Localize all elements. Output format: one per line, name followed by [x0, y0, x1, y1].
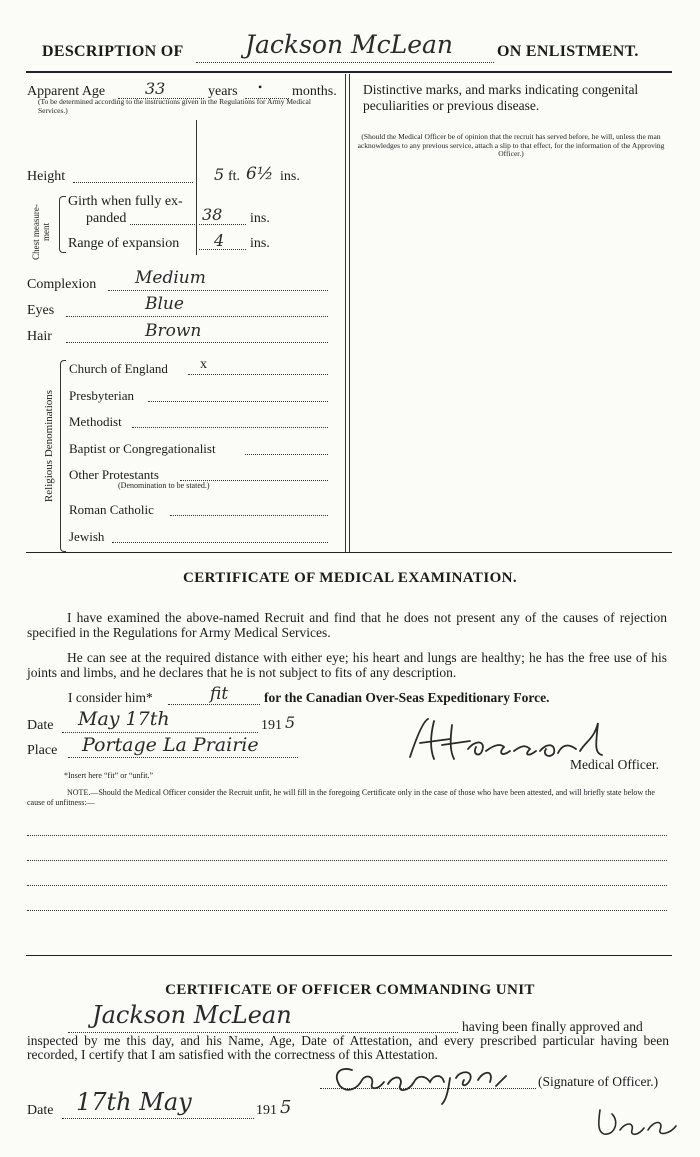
consider-suffix: for the Canadian Over-Seas Expeditionary Force.	[264, 690, 550, 705]
hair-value: Brown	[145, 321, 202, 341]
height-ins-label: ins.	[280, 169, 300, 184]
insert-note: *Insert here “fit” or “unfit.”	[64, 771, 154, 780]
unfit-line-4	[27, 910, 667, 911]
unfit-line-1	[27, 835, 667, 836]
medical-place-value: Portage La Prairie	[82, 734, 259, 756]
eyes-label: Eyes	[27, 303, 55, 318]
chest-label: Chest measure-ment	[31, 204, 51, 260]
unfit-line-2	[27, 860, 667, 861]
medical-year-value: 5	[285, 713, 296, 732]
apparent-age-label: Apparent Age	[27, 84, 106, 99]
medical-place-label: Place	[27, 743, 58, 758]
officer-recruit-name: Jackson McLean	[92, 1001, 292, 1029]
denomination-mark-church-of-england: x	[200, 357, 207, 372]
officer-text-1: having been finally approved and	[462, 1019, 643, 1034]
denomination-other-protestants: Other Protestants	[69, 467, 159, 482]
medical-date-line	[62, 732, 258, 733]
column-divider-inner	[349, 74, 350, 552]
range-value: 4	[214, 231, 225, 250]
officer-date-value: 17th May	[76, 1088, 192, 1116]
officer-text-2: inspected by me this day, and his Name, Age, Date of Attestation, and every prescribed particular having been recorded, I certify that I am satisfied with the correctness of this Attestation.	[27, 1033, 669, 1062]
height-label: Height	[27, 169, 66, 184]
girth-lead	[130, 224, 195, 225]
medical-title: CERTIFICATE OF MEDICAL EXAMINATION.	[182, 570, 518, 586]
chest-brace	[59, 196, 66, 253]
denomination-line-6	[170, 515, 328, 516]
officer-signature-line	[320, 1088, 536, 1089]
girth-label-2: panded	[86, 211, 127, 226]
medical-para-2: He can see at the required distance with either eye; his heart and lungs are healthy; he has the free use of his joints and limbs, and he declares that he is not subject to fits of any description.	[27, 650, 667, 680]
officer-signature-label: (Signature of Officer.)	[538, 1074, 659, 1089]
consider-prefix: I consider him*	[68, 690, 153, 705]
officer-year-value: 5	[280, 1097, 292, 1118]
measure-divider	[196, 120, 197, 255]
girth-value: 38	[202, 205, 223, 224]
apparent-age-value: 33	[145, 79, 166, 98]
complexion-value: Medium	[135, 268, 206, 288]
hair-line	[66, 342, 328, 343]
section-rule-2	[26, 955, 672, 956]
distinctive-marks-heading: Distinctive marks, and marks indicating congenital peculiarities or previous disease.	[363, 82, 639, 113]
complexion-line	[108, 290, 328, 291]
months-value: •	[258, 80, 263, 94]
officer-date-line	[62, 1118, 254, 1119]
medical-officer-label: Medical Officer.	[570, 757, 659, 772]
height-ft-value: 5	[214, 165, 225, 184]
complexion-label: Complexion	[27, 277, 97, 292]
ft-label: ft.	[228, 169, 241, 184]
officer-year-prefix: 191	[256, 1103, 277, 1118]
religion-brace	[60, 360, 66, 552]
denomination-note: (Denomination to be stated.)	[118, 481, 210, 490]
eyes-line	[66, 316, 328, 317]
denomination-church-of-england: Church of England	[69, 361, 168, 376]
girth-label-1: Girth when fully ex-	[68, 194, 183, 209]
range-unit: ins.	[250, 236, 270, 251]
medical-place-line	[68, 757, 298, 758]
range-line	[199, 249, 246, 250]
months-label: months.	[292, 84, 337, 99]
eyes-value: Blue	[145, 294, 184, 314]
denomination-roman-catholic: Roman Catholic	[69, 502, 154, 517]
girth-unit: ins.	[250, 211, 270, 226]
denomination-methodist: Methodist	[69, 414, 122, 429]
height-in-value: 6½	[246, 164, 274, 184]
header-recruit-name: Jackson McLean	[245, 30, 454, 59]
denomination-line-4	[245, 454, 328, 455]
consider-line	[168, 704, 260, 705]
medical-para-1: I have examined the above-named Recruit and find that he does not present any of the causes of rejection specified in the Regulations for Army Medical Services.	[27, 610, 667, 640]
denomination-line-3	[132, 427, 328, 428]
medical-date-label: Date	[27, 718, 54, 733]
header-prefix: DESCRIPTION OF	[42, 43, 184, 60]
height-lead	[73, 182, 193, 183]
denomination-jewish: Jewish	[69, 529, 105, 544]
section-rule-1	[26, 552, 672, 553]
girth-line	[199, 224, 246, 225]
denomination-line-7	[112, 542, 328, 543]
medical-year-prefix: 191	[261, 718, 282, 733]
denomination-presbyterian: Presbyterian	[69, 388, 134, 403]
hair-label: Hair	[27, 329, 52, 344]
denomination-baptist: Baptist or Congregationalist	[69, 441, 216, 456]
religion-label: Religious Denominations	[43, 389, 55, 503]
column-divider	[345, 74, 346, 552]
range-label: Range of expansion	[68, 236, 180, 251]
officer-title: CERTIFICATE OF OFFICER COMMANDING UNIT	[165, 982, 535, 998]
age-note: (To be determined according to the instructions given in the Regulations for Army Medical Services.)	[38, 97, 311, 115]
medical-note: NOTE.—Should the Medical Officer consider the Recruit unfit, he will fill in the foregoing Certificate only in the case of those who have been attested, and will briefly state below the cause of unfitness:—	[27, 788, 655, 807]
header-name-line	[196, 62, 494, 63]
officer-date-label: Date	[27, 1103, 54, 1118]
denomination-line-2	[148, 401, 328, 402]
officer-initials	[590, 1100, 690, 1140]
commanding-officer-signature	[318, 1056, 518, 1106]
header-rule	[26, 71, 672, 73]
header-suffix: ON ENLISTMENT.	[497, 43, 639, 60]
medical-date-value: May 17th	[78, 708, 170, 730]
denomination-line-1	[188, 374, 328, 375]
consider-value: fit	[210, 684, 229, 704]
years-label: years	[208, 84, 238, 99]
distinctive-marks-note: (Should the Medical Officer be of opinion that the recruit has served before, he will, unless the man acknowledges to any previous service, attach a slip to that effect, for the information of the Approving Officer.)	[357, 132, 665, 158]
unfit-line-3	[27, 885, 667, 886]
